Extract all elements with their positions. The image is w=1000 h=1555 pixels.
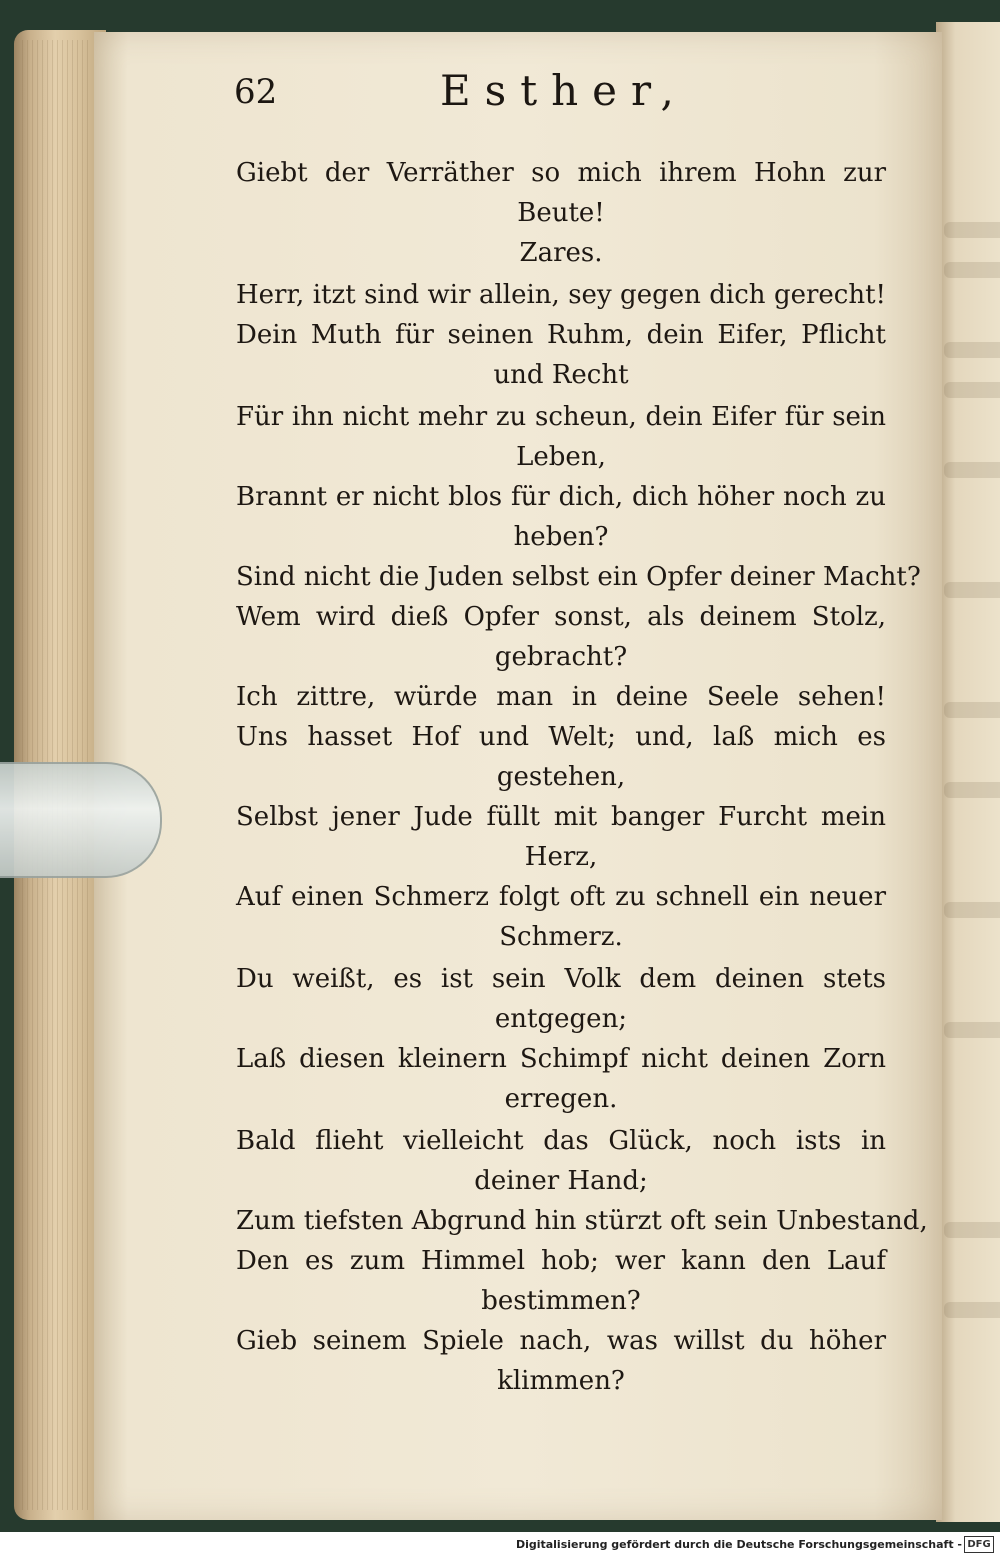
bleed-through-line <box>944 382 1000 398</box>
verse-line-continuation: entgegen; <box>494 1004 628 1034</box>
verse-line: Laß diesen kleinern Schimpf nicht deinen Zorn <box>236 1044 886 1074</box>
verse-line-continuation: gestehen, <box>496 762 626 792</box>
verse-line-continuation: bestimmen? <box>481 1286 641 1316</box>
verse-line-continuation: Herz, <box>524 842 598 872</box>
verse-line: Auf einen Schmerz folgt oft zu schnell ein neuer <box>236 882 886 912</box>
verse-line: Wem wird dieß Opfer sonst, als deinem Stolz, <box>236 602 886 632</box>
verse-line-continuation: gebracht? <box>494 642 628 672</box>
dfg-logo: DFG <box>964 1536 994 1553</box>
bleed-through-line <box>944 1222 1000 1238</box>
bleed-through-line <box>944 902 1000 918</box>
verse-line: Du weißt, es ist sein Volk dem deinen stets <box>236 964 886 994</box>
verse-line: Bald flieht vielleicht das Glück, noch ists in <box>236 1126 886 1156</box>
verse-line: Herr, itzt sind wir allein, sey gegen dich gerecht! <box>236 280 886 310</box>
verse-line: Selbst jener Jude füllt mit banger Furcht mein <box>236 802 886 832</box>
verse-line: Giebt der Verräther so mich ihrem Hohn zur <box>236 158 886 188</box>
verse-line: Dein Muth für seinen Ruhm, dein Eifer, Pflicht <box>236 320 886 350</box>
verse-line-continuation: heben? <box>513 522 609 552</box>
bleed-through-line <box>944 782 1000 798</box>
verse-line: Den es zum Himmel hob; wer kann den Lauf <box>236 1246 886 1276</box>
verse-line-continuation: und Recht <box>493 360 629 390</box>
bleed-through-line <box>944 582 1000 598</box>
facing-page <box>936 22 1000 1522</box>
verse-line: Ich zittre, würde man in deine Seele sehen! <box>236 682 886 712</box>
speaker-name: Zares. <box>519 238 603 268</box>
bleed-through-line <box>944 702 1000 718</box>
verse-line-continuation: Leben, <box>516 442 606 472</box>
bleed-through-line <box>944 1022 1000 1038</box>
bleed-through-line <box>944 222 1000 238</box>
bleed-through-line <box>944 462 1000 478</box>
digitization-credit: Digitalisierung gefördert durch die Deutsche Forschungsgemeinschaft - <box>515 1538 962 1551</box>
plastic-page-clip <box>0 762 162 878</box>
verse-line-continuation: klimmen? <box>497 1366 625 1396</box>
verse-line-continuation: erregen. <box>504 1084 618 1114</box>
verse-line: Brannt er nicht blos für dich, dich höher noch zu <box>236 482 886 512</box>
verse-line-continuation: deiner Hand; <box>474 1166 648 1196</box>
verse-line-continuation: Beute! <box>517 198 605 228</box>
verse-line-continuation: Schmerz. <box>499 922 623 952</box>
bleed-through-line <box>944 1302 1000 1318</box>
bleed-through-line <box>944 262 1000 278</box>
verse-line: Zum tiefsten Abgrund hin stürzt oft sein Unbestand, <box>236 1206 928 1236</box>
verse-line: Gieb seinem Spiele nach, was willst du höher <box>236 1326 886 1356</box>
verse-line: Für ihn nicht mehr zu scheun, dein Eifer für sein <box>236 402 886 432</box>
bleed-through-line <box>944 342 1000 358</box>
verse-line: Sind nicht die Juden selbst ein Opfer deiner Macht? <box>236 562 921 592</box>
verse-line: Uns hasset Hof und Welt; und, laß mich es <box>236 722 886 752</box>
running-title: Esther, <box>440 66 688 115</box>
page-number: 62 <box>234 72 278 112</box>
